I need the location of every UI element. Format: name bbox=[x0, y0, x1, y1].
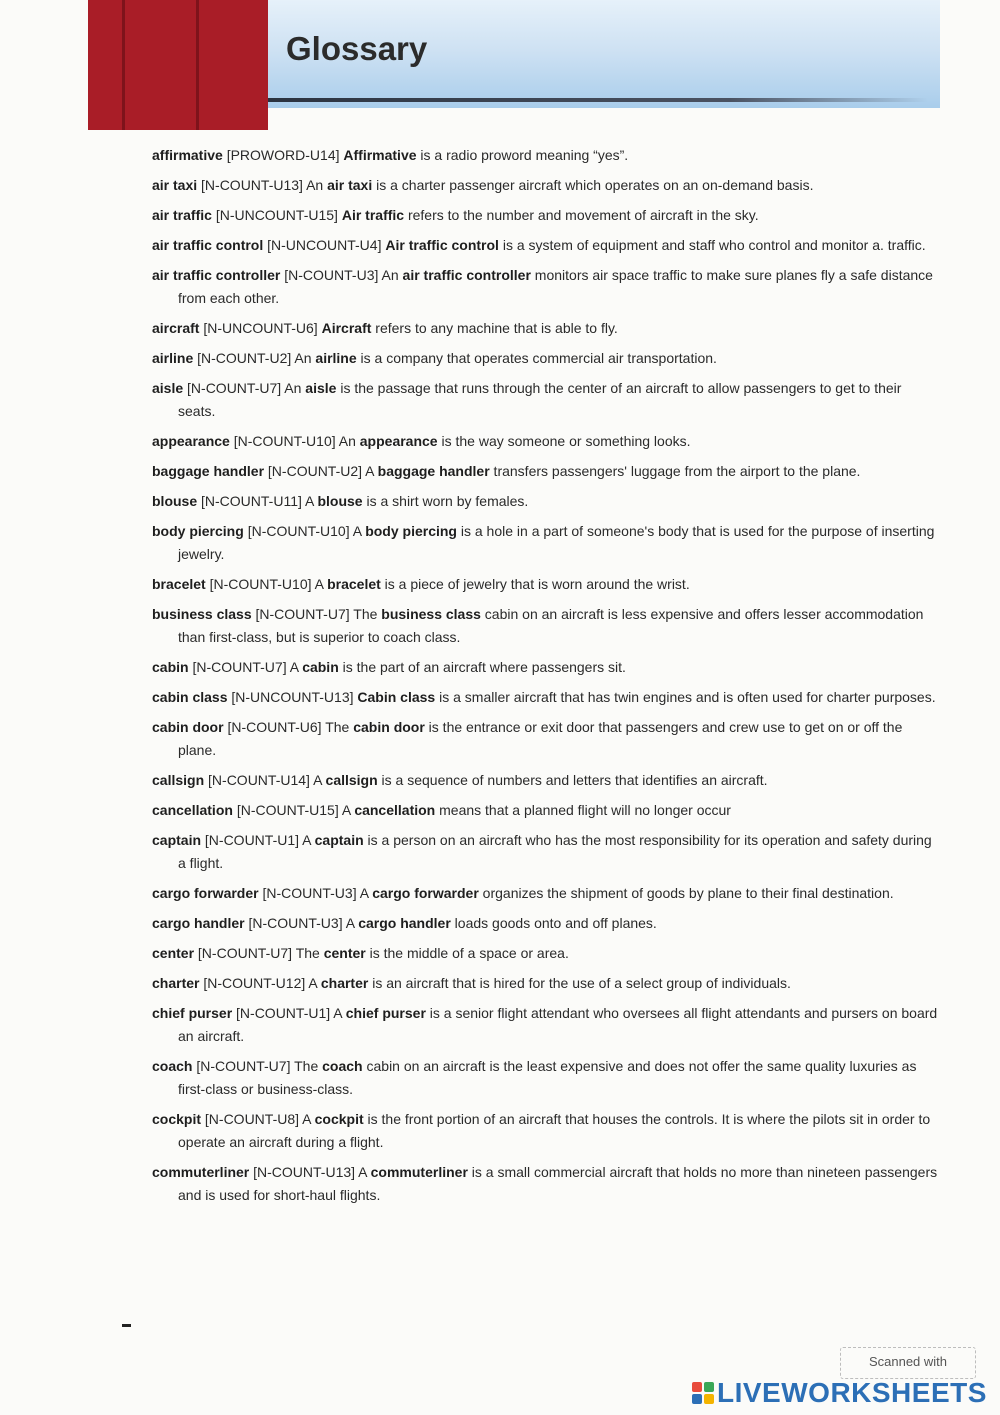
glossary-entry bbox=[152, 520, 942, 566]
glossary-term-emphasis: air traffic controller bbox=[402, 267, 531, 283]
glossary-definition-lead: A bbox=[302, 1111, 315, 1127]
glossary-definition: is the part of an aircraft where passengers sit. bbox=[338, 659, 626, 675]
glossary-entry bbox=[152, 1161, 942, 1207]
glossary-term-emphasis: center bbox=[323, 945, 366, 961]
glossary-entry bbox=[152, 264, 942, 310]
glossary-definition-lead: An bbox=[294, 350, 316, 366]
glossary-definition-lead: A bbox=[358, 1164, 371, 1180]
liveworksheets-watermark bbox=[692, 1378, 987, 1408]
glossary-term-emphasis: cabin bbox=[302, 659, 339, 675]
liveworksheets-brand: LIVEWORKSHEETS bbox=[717, 1377, 987, 1408]
glossary-entry bbox=[152, 972, 942, 995]
glossary-term-emphasis: Air traffic control bbox=[385, 237, 499, 253]
glossary-entry bbox=[152, 144, 942, 167]
glossary-definition: cabin on an aircraft is less expensive and offers lesser accommodation than first-class, but is superior to coach class. bbox=[178, 606, 924, 645]
glossary-term-emphasis: charter bbox=[320, 975, 369, 991]
glossary-entry bbox=[152, 1108, 942, 1154]
glossary-term-emphasis: bracelet bbox=[327, 576, 381, 592]
glossary-definition-lead: A bbox=[313, 772, 326, 788]
glossary-term-emphasis: cabin door bbox=[353, 719, 425, 735]
glossary-definition: is a shirt worn by females. bbox=[362, 493, 529, 509]
glossary-definition-lead: A bbox=[345, 915, 359, 931]
glossary-definition: cabin on an aircraft is the least expensive and does not offer the same quality luxuries as first-class or business-class. bbox=[178, 1058, 917, 1097]
glossary-term: callsign bbox=[152, 772, 205, 788]
glossary-definition-lead: A bbox=[302, 832, 315, 848]
glossary-definition: is the front portion of an aircraft that houses the controls. It is where the pilots sit in order to operate an aircraft during a flight. bbox=[178, 1111, 931, 1150]
glossary-tag: [N-COUNT-U12] bbox=[203, 975, 306, 991]
glossary-tag: [N-COUNT-U13] bbox=[201, 177, 303, 193]
glossary-tag: [N-COUNT-U10] bbox=[247, 523, 350, 539]
glossary-tag: [N-COUNT-U7] bbox=[255, 606, 350, 622]
glossary-definition: is the way someone or something looks. bbox=[437, 433, 691, 449]
glossary-term: air traffic bbox=[152, 207, 212, 223]
glossary-entry bbox=[152, 1002, 942, 1048]
glossary-entry bbox=[152, 234, 942, 257]
glossary-definition: is a smaller aircraft that has twin engines and is often used for charter purposes. bbox=[435, 689, 936, 705]
glossary-term-emphasis: business class bbox=[381, 606, 481, 622]
glossary-definition: loads goods onto and off planes. bbox=[450, 915, 657, 931]
glossary-entry bbox=[152, 430, 942, 453]
glossary-tag: [N-COUNT-U10] bbox=[233, 433, 336, 449]
glossary-tag: [N-COUNT-U6] bbox=[227, 719, 322, 735]
glossary-term-emphasis: Cabin class bbox=[357, 689, 436, 705]
glossary-term: cancellation bbox=[152, 802, 233, 818]
glossary-definition-lead: The bbox=[325, 719, 354, 735]
glossary-tag: [N-UNCOUNT-U6] bbox=[203, 320, 318, 336]
glossary-term-emphasis: air taxi bbox=[327, 177, 373, 193]
glossary-definition-lead: A bbox=[359, 885, 373, 901]
glossary-term: cargo forwarder bbox=[152, 885, 259, 901]
glossary-tag: [PROWORD-U14] bbox=[226, 147, 340, 163]
glossary-tag: [N-COUNT-U7] bbox=[187, 380, 282, 396]
glossary-term: air taxi bbox=[152, 177, 198, 193]
glossary-definition: is a senior flight attendant who oversees all flight attendants and pursers on board an aircraft. bbox=[178, 1005, 938, 1044]
glossary-term-emphasis: aisle bbox=[305, 380, 337, 396]
glossary-tag: [N-COUNT-U3] bbox=[262, 885, 357, 901]
glossary-term-emphasis: captain bbox=[314, 832, 364, 848]
glossary-entry bbox=[152, 799, 942, 822]
glossary-tag: [N-COUNT-U8] bbox=[204, 1111, 300, 1127]
glossary-entry bbox=[152, 829, 942, 875]
glossary-term-emphasis: appearance bbox=[359, 433, 438, 449]
page-title: Glossary bbox=[286, 30, 428, 67]
glossary-definition-lead: An bbox=[338, 433, 360, 449]
glossary-term-emphasis: coach bbox=[322, 1058, 363, 1074]
glossary-definition: means that a planned flight will no longer occur bbox=[435, 802, 731, 818]
glossary-definition: refers to any machine that is able to fly. bbox=[371, 320, 618, 336]
glossary-term: cabin door bbox=[152, 719, 224, 735]
glossary-tag: [N-COUNT-U1] bbox=[204, 832, 300, 848]
glossary-tag: [N-COUNT-U10] bbox=[209, 576, 312, 592]
glossary-entry bbox=[152, 317, 942, 340]
glossary-tag: [N-COUNT-U7] bbox=[192, 659, 287, 675]
glossary-term-emphasis: body piercing bbox=[365, 523, 457, 539]
glossary-entry bbox=[152, 942, 942, 965]
glossary-tag: [N-COUNT-U2] bbox=[197, 350, 292, 366]
glossary-definition-lead: The bbox=[294, 1058, 323, 1074]
glossary-definition: transfers passengers' luggage from the airport to the plane. bbox=[489, 463, 861, 479]
glossary-definition-lead: A bbox=[308, 975, 321, 991]
glossary-definition-lead: A bbox=[289, 659, 303, 675]
glossary-tag: [N-COUNT-U3] bbox=[284, 267, 379, 283]
glossary-term: appearance bbox=[152, 433, 230, 449]
glossary-entry bbox=[152, 716, 942, 762]
glossary-term: cabin class bbox=[152, 689, 228, 705]
glossary-definition: is the entrance or exit door that passengers and crew use to get on or off the plane. bbox=[178, 719, 903, 758]
glossary-definition: is a company that operates commercial air transportation. bbox=[356, 350, 717, 366]
glossary-definition-lead: A bbox=[365, 463, 378, 479]
glossary-term-emphasis: airline bbox=[315, 350, 357, 366]
glossary-definition: is a small commercial aircraft that holds no more than nineteen passengers and is used for short-haul flights. bbox=[178, 1164, 938, 1203]
header-red-block bbox=[88, 0, 268, 130]
glossary-term: baggage handler bbox=[152, 463, 265, 479]
glossary-definition-lead: An bbox=[284, 380, 306, 396]
glossary-definition: is a system of equipment and staff who control and monitor a. traffic. bbox=[498, 237, 926, 253]
glossary-entry bbox=[152, 460, 942, 483]
glossary-term-emphasis: commuterliner bbox=[370, 1164, 468, 1180]
glossary-entry bbox=[152, 912, 942, 935]
glossary-term: commuterliner bbox=[152, 1164, 250, 1180]
glossary-tag: [N-UNCOUNT-U4] bbox=[267, 237, 382, 253]
liveworksheets-logo-icon bbox=[692, 1382, 714, 1404]
glossary-tag: [N-UNCOUNT-U15] bbox=[215, 207, 338, 223]
glossary-tag: [N-COUNT-U15] bbox=[236, 802, 339, 818]
glossary-entry bbox=[152, 656, 942, 679]
glossary-term-emphasis: cargo handler bbox=[358, 915, 451, 931]
glossary-entry bbox=[152, 882, 942, 905]
glossary-definition-lead: A bbox=[352, 523, 366, 539]
glossary-definition-lead: A bbox=[333, 1005, 346, 1021]
glossary-tag: [N-COUNT-U1] bbox=[236, 1005, 331, 1021]
glossary-tag: [N-COUNT-U2] bbox=[267, 463, 363, 479]
glossary-term-emphasis: baggage handler bbox=[377, 463, 490, 479]
glossary-definition: organizes the shipment of goods by plane to their final destination. bbox=[478, 885, 894, 901]
glossary-term: air traffic controller bbox=[152, 267, 281, 283]
glossary-term-emphasis: cargo forwarder bbox=[372, 885, 479, 901]
glossary-definition: is a hole in a part of someone's body that is used for the purpose of inserting jewelry. bbox=[178, 523, 935, 562]
glossary-tag: [N-COUNT-U13] bbox=[253, 1164, 356, 1180]
glossary-term: chief purser bbox=[152, 1005, 233, 1021]
glossary-term: bracelet bbox=[152, 576, 206, 592]
glossary-definition: is a person on an aircraft who has the most responsibility for its operation and safety during a flight. bbox=[178, 832, 932, 871]
glossary-definition-lead: A bbox=[314, 576, 328, 592]
glossary-term-emphasis: callsign bbox=[325, 772, 378, 788]
glossary-term-emphasis: Air traffic bbox=[341, 207, 405, 223]
glossary-tag: [N-COUNT-U14] bbox=[208, 772, 310, 788]
header-streak bbox=[268, 98, 928, 102]
glossary-definition: is a charter passenger aircraft which operates on an on-demand basis. bbox=[372, 177, 814, 193]
glossary-entry bbox=[152, 204, 942, 227]
glossary-term-emphasis: cockpit bbox=[314, 1111, 364, 1127]
glossary-entry bbox=[152, 769, 942, 792]
glossary-definition-lead: An bbox=[381, 267, 403, 283]
glossary-definition-lead: The bbox=[295, 945, 324, 961]
glossary-entry bbox=[152, 573, 942, 596]
glossary-definition-lead: An bbox=[306, 177, 328, 193]
glossary-term: cabin bbox=[152, 659, 189, 675]
red-block-seam bbox=[196, 0, 199, 130]
glossary-term: captain bbox=[152, 832, 202, 848]
glossary-term: business class bbox=[152, 606, 252, 622]
glossary-tag: [N-COUNT-U7] bbox=[196, 1058, 291, 1074]
glossary-definition: is an aircraft that is hired for the use of a select group of individuals. bbox=[368, 975, 791, 991]
glossary-term-emphasis: cancellation bbox=[354, 802, 436, 818]
page-mark bbox=[122, 1324, 131, 1327]
glossary-entry bbox=[152, 686, 942, 709]
glossary-definition-lead: The bbox=[353, 606, 382, 622]
red-block-seam bbox=[122, 0, 125, 130]
glossary-definition: refers to the number and movement of aircraft in the sky. bbox=[404, 207, 759, 223]
glossary-term: center bbox=[152, 945, 195, 961]
glossary-entry bbox=[152, 377, 942, 423]
glossary-term: coach bbox=[152, 1058, 193, 1074]
glossary-tag: [N-UNCOUNT-U13] bbox=[231, 689, 354, 705]
glossary-tag: [N-COUNT-U11] bbox=[201, 493, 302, 509]
glossary-term-emphasis: chief purser bbox=[345, 1005, 426, 1021]
glossary-tag: [N-COUNT-U7] bbox=[197, 945, 293, 961]
glossary-term: affirmative bbox=[152, 147, 223, 163]
glossary-entry bbox=[152, 347, 942, 370]
glossary-entry bbox=[152, 603, 942, 649]
glossary-term: charter bbox=[152, 975, 200, 991]
glossary-term: aisle bbox=[152, 380, 184, 396]
glossary-entry bbox=[152, 490, 942, 513]
glossary-term: air traffic control bbox=[152, 237, 264, 253]
glossary-term: airline bbox=[152, 350, 194, 366]
glossary-term-emphasis: Aircraft bbox=[321, 320, 372, 336]
glossary-entry bbox=[152, 1055, 942, 1101]
scanned-with-badge: Scanned with bbox=[840, 1347, 976, 1379]
glossary-term-emphasis: blouse bbox=[317, 493, 363, 509]
glossary-definition: is the middle of a space or area. bbox=[365, 945, 569, 961]
glossary-tag: [N-COUNT-U3] bbox=[248, 915, 343, 931]
glossary-definition: monitors air space traffic to make sure planes fly a safe distance from each other. bbox=[178, 267, 933, 306]
glossary-definition: is the passage that runs through the center of an aircraft to allow passengers to get to their seats. bbox=[178, 380, 902, 419]
glossary-entry bbox=[152, 174, 942, 197]
glossary-term-emphasis: Affirmative bbox=[343, 147, 417, 163]
glossary-definition: is a radio proword meaning “yes”. bbox=[416, 147, 629, 163]
glossary-definition-lead: A bbox=[305, 493, 318, 509]
glossary-definition: is a sequence of numbers and letters that identifies an aircraft. bbox=[377, 772, 768, 788]
glossary-definition: is a piece of jewelry that is worn around the wrist. bbox=[380, 576, 690, 592]
glossary-term: body piercing bbox=[152, 523, 244, 539]
glossary-term: cockpit bbox=[152, 1111, 202, 1127]
glossary-term: cargo handler bbox=[152, 915, 245, 931]
glossary-definition-lead: A bbox=[341, 802, 355, 818]
glossary-term: blouse bbox=[152, 493, 198, 509]
glossary-term: aircraft bbox=[152, 320, 200, 336]
glossary-list bbox=[152, 144, 942, 1214]
